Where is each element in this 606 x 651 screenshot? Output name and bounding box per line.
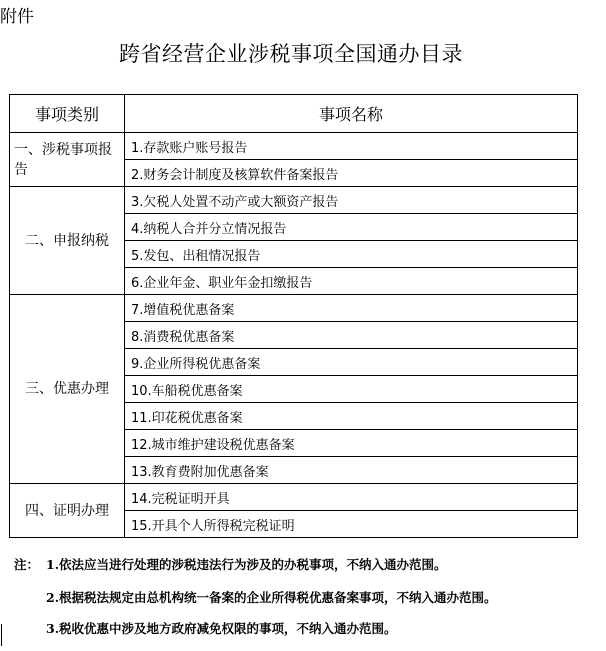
table-row xyxy=(10,133,578,160)
category-cell: 四、证明办理 xyxy=(10,484,125,538)
note-line-3: 3.税收优惠中涉及地方政府减免权限的事项，不纳入通办范围。 xyxy=(46,621,397,636)
catalog-table xyxy=(9,94,578,538)
category-cell: 三、优惠办理 xyxy=(10,295,125,484)
item-cell: 4.纳税人合并分立情况报告 xyxy=(125,214,578,241)
table-row xyxy=(10,295,578,322)
item-cell: 5.发包、出租情况报告 xyxy=(125,241,578,268)
notes-label: 注： xyxy=(14,557,40,572)
item-cell: 7.增值税优惠备案 xyxy=(125,295,578,322)
table-row xyxy=(10,484,578,511)
document-title: 跨省经营企业涉税事项全国通办目录 xyxy=(119,42,463,66)
item-cell: 6.企业年金、职业年金扣缴报告 xyxy=(125,268,578,295)
item-cell: 9.企业所得税优惠备案 xyxy=(125,349,578,376)
item-cell: 12.城市维护建设税优惠备案 xyxy=(125,430,578,457)
margin-line xyxy=(1,624,2,646)
item-cell: 2.财务会计制度及核算软件备案报告 xyxy=(125,160,578,187)
note-text: 1.依法应当进行处理的涉税违法行为涉及的办税事项，不纳入通办范围。 xyxy=(46,557,447,572)
item-cell: 1.存款账户账号报告 xyxy=(125,133,578,160)
table-header-row xyxy=(10,95,578,133)
item-cell: 14.完税证明开具 xyxy=(125,484,578,511)
item-cell: 10.车船税优惠备案 xyxy=(125,376,578,403)
header-category: 事项类别 xyxy=(10,95,125,133)
item-cell: 11.印花税优惠备案 xyxy=(125,403,578,430)
category-cell: 一、涉税事项报告 xyxy=(10,133,125,187)
item-cell: 3.欠税人处置不动产或大额资产报告 xyxy=(125,187,578,214)
header-item-name: 事项名称 xyxy=(125,95,578,133)
item-cell: 8.消费税优惠备案 xyxy=(125,322,578,349)
table-row xyxy=(10,187,578,214)
item-cell: 13.教育费附加优惠备案 xyxy=(125,457,578,484)
category-cell: 二、申报纳税 xyxy=(10,187,125,295)
note-line-2: 2.根据税法规定由总机构统一备案的企业所得税优惠备案事项，不纳入通办范围。 xyxy=(46,590,497,605)
item-cell: 15.开具个人所得税完税证明 xyxy=(125,511,578,538)
attachment-label: 附件 xyxy=(0,7,34,27)
